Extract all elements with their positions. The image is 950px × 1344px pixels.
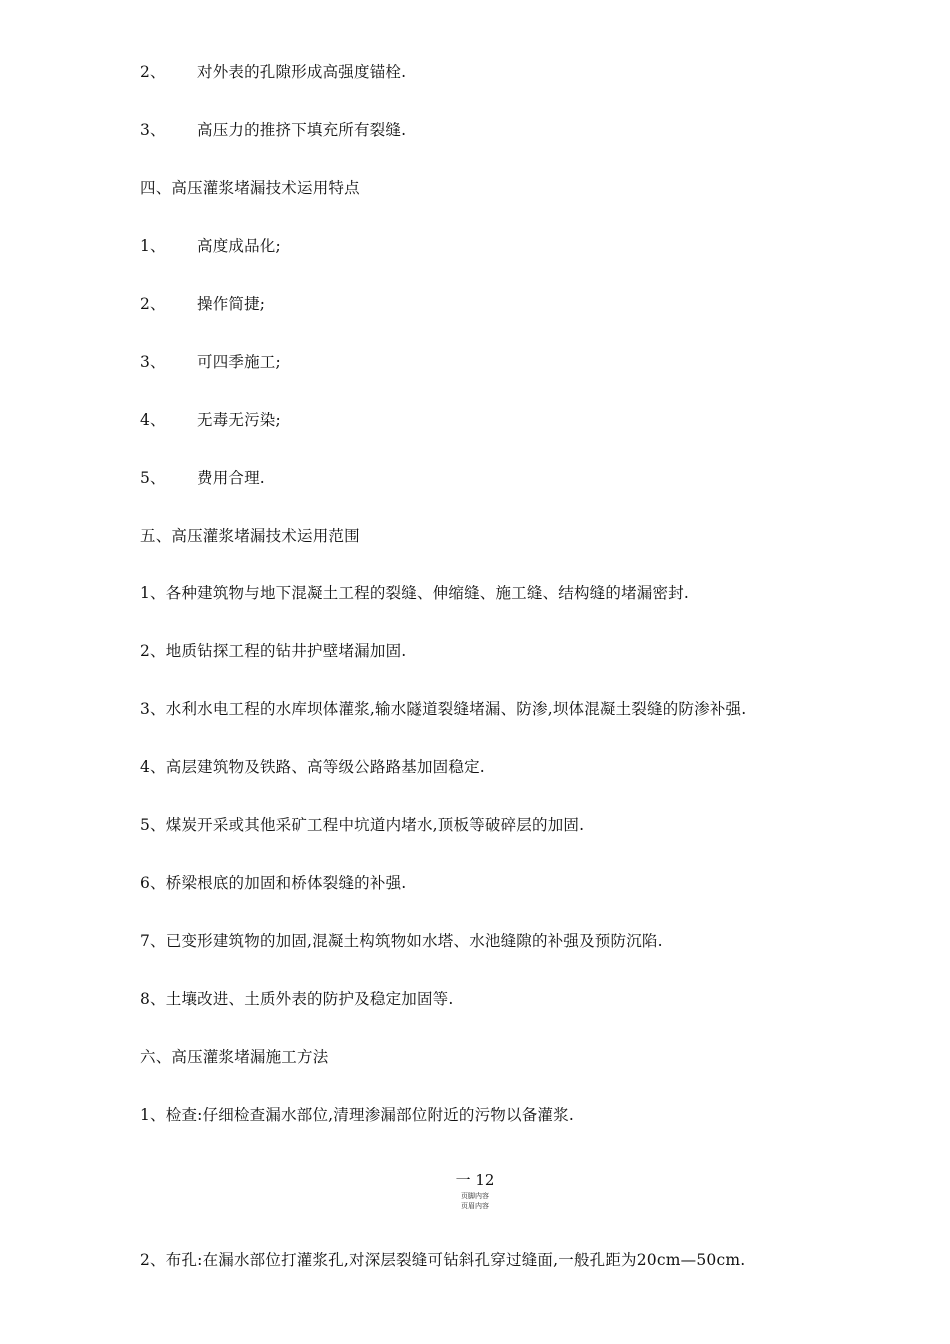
section-heading: 五、高压灌浆堵漏技术运用范围 — [140, 527, 360, 545]
paragraph: 2、地质钻探工程的钻井护壁堵漏加固. — [140, 642, 407, 660]
section-heading: 六、高压灌浆堵漏施工方法 — [140, 1048, 329, 1066]
paragraph: 5、煤炭开采或其他采矿工程中坑道内堵水,顶板等破碎层的加固. — [140, 816, 585, 834]
item-number: 1、 — [140, 237, 166, 255]
section-heading: 四、高压灌浆堵漏技术运用特点 — [140, 179, 360, 197]
list-item — [140, 468, 265, 488]
header-text: 页眉内容 — [461, 1202, 489, 1210]
item-text: 操作简捷; — [197, 295, 266, 313]
item-text: 无毒无污染; — [197, 411, 281, 429]
item-number: 5、 — [140, 469, 166, 487]
paragraph: 1、检查:仔细检查漏水部位,清理渗漏部位附近的污物以备灌浆. — [140, 1106, 574, 1124]
item-number: 2、 — [140, 63, 166, 81]
list-item — [140, 352, 281, 372]
paragraph: 2、布孔:在漏水部位打灌浆孔,对深层裂缝可钻斜孔穿过缝面,一般孔距为20cm—50cm. — [140, 1251, 746, 1269]
paragraph: 6、桥梁根底的加固和桥体裂缝的补强. — [140, 874, 407, 892]
list-item — [140, 120, 406, 140]
item-number: 3、 — [140, 121, 166, 139]
list-item — [140, 236, 281, 256]
item-number: 3、 — [140, 353, 166, 371]
footer-text: 页脚内容 — [461, 1192, 489, 1200]
paragraph: 4、高层建筑物及铁路、高等级公路路基加固稳定. — [140, 758, 485, 776]
paragraph: 3、水利水电工程的水库坝体灌浆,输水隧道裂缝堵漏、防渗,坝体混凝土裂缝的防渗补强. — [140, 700, 747, 718]
list-item — [140, 62, 406, 82]
paragraph: 1、各种建筑物与地下混凝土工程的裂缝、伸缩缝、施工缝、结构缝的堵漏密封. — [140, 584, 689, 602]
item-text: 可四季施工; — [197, 353, 281, 371]
paragraph: 8、土壤改进、土质外表的防护及稳定加固等. — [140, 990, 454, 1008]
item-text: 对外表的孔隙形成高强度锚栓. — [197, 63, 407, 81]
item-number: 4、 — [140, 411, 166, 429]
list-item — [140, 410, 281, 430]
list-item — [140, 294, 265, 314]
item-text: 高压力的推挤下填充所有裂缝. — [197, 121, 407, 139]
item-number: 2、 — [140, 295, 166, 313]
item-text: 高度成品化; — [197, 237, 281, 255]
page-number: 一 12 — [455, 1171, 495, 1189]
item-text: 费用合理. — [197, 469, 265, 487]
paragraph: 7、已变形建筑物的加固,混凝土构筑物如水塔、水池缝隙的补强及预防沉陷. — [140, 932, 663, 950]
